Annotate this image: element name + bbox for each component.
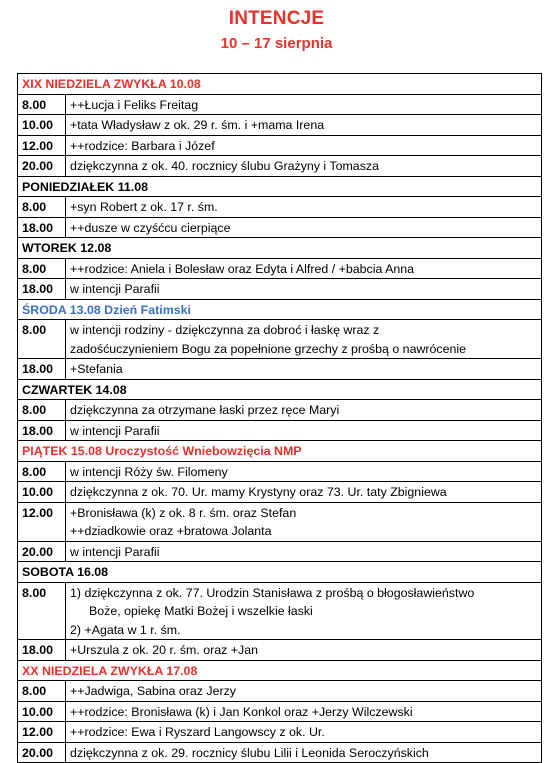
intention-line: zadośćuczynieniem Bogu za popełnione grzechy z prośbą o nawrócenie xyxy=(70,341,467,356)
mass-time: 10.00 xyxy=(18,482,66,503)
day-header-row xyxy=(18,379,542,400)
intention-text xyxy=(66,681,542,702)
intention-text xyxy=(66,156,542,177)
intention-row xyxy=(18,461,542,482)
intention-line: ++Łucja i Feliks Freitag xyxy=(70,97,199,112)
mass-time: 8.00 xyxy=(18,461,66,482)
day-header: PONIEDZIAŁEK 11.08 xyxy=(18,176,542,197)
intention-text xyxy=(66,482,542,503)
intention-line: 2) +Agata w 1 r. śm. xyxy=(70,622,181,637)
day-header: SOBOTA 16.08 xyxy=(18,562,542,583)
intention-line: +tata Władysław z ok. 29 r. śm. i +mama Irena xyxy=(70,118,325,132)
mass-time: 8.00 xyxy=(18,94,66,115)
mass-time: 18.00 xyxy=(18,420,66,441)
intentions-table xyxy=(17,73,542,763)
intention-row xyxy=(18,582,542,640)
intention-line: dziękczynna za otrzymane łaski przez ręce Maryi xyxy=(70,403,340,417)
intention-line: ++rodzice: Bronisława (k) i Jan Konkol oraz +Jerzy Wilczewski xyxy=(70,704,413,719)
mass-time: 20.00 xyxy=(18,742,66,763)
day-header-row xyxy=(18,74,542,95)
intention-row xyxy=(18,320,542,359)
intention-text xyxy=(66,541,542,562)
mass-time: 18.00 xyxy=(18,217,66,238)
intention-row xyxy=(18,502,542,541)
intention-text xyxy=(66,258,542,279)
intention-line: w intencji Parafii xyxy=(70,423,160,438)
intention-row xyxy=(18,482,542,503)
intention-row xyxy=(18,217,542,238)
intention-row xyxy=(18,359,542,380)
intention-line: dziękczynna z ok. 70. Ur. mamy Krystyny oraz 73. Ur. taty Zbigniewa xyxy=(70,485,447,499)
page-subtitle: 10 – 17 sierpnia xyxy=(220,35,333,52)
intention-text xyxy=(66,420,542,441)
intention-line: Boże, opiekę Matki Bożej i wszelkie łaski xyxy=(89,604,313,618)
mass-time: 18.00 xyxy=(18,279,66,300)
intention-text xyxy=(66,461,542,482)
intention-row xyxy=(18,135,542,156)
mass-time: 12.00 xyxy=(18,722,66,743)
intention-row xyxy=(18,400,542,421)
mass-time: 10.00 xyxy=(18,115,66,136)
intention-text xyxy=(66,320,542,359)
mass-time: 18.00 xyxy=(18,640,66,661)
intention-text xyxy=(66,197,542,218)
intention-line: w intencji Parafii xyxy=(70,282,160,296)
intention-text xyxy=(66,701,542,722)
intention-line: +Stefania xyxy=(70,362,123,376)
intention-text xyxy=(66,359,542,380)
intention-text xyxy=(66,582,542,640)
mass-time: 12.00 xyxy=(18,502,66,541)
mass-time: 8.00 xyxy=(18,400,66,421)
mass-time: 20.00 xyxy=(18,156,66,177)
intention-text xyxy=(66,742,542,763)
intention-line: +Urszula z ok. 20 r. śm. oraz +Jan xyxy=(70,643,259,657)
intention-text xyxy=(66,115,542,136)
day-header-row xyxy=(18,299,542,320)
intention-line: +syn Robert z ok. 17 r. śm. xyxy=(70,200,218,214)
page-header xyxy=(0,8,553,54)
day-header-row xyxy=(18,441,542,462)
intention-line: w intencji Parafii xyxy=(70,544,160,559)
intention-text xyxy=(66,217,542,238)
day-header-row xyxy=(18,176,542,197)
day-header-row xyxy=(18,238,542,259)
mass-time: 20.00 xyxy=(18,541,66,562)
intention-line: ++dusze w czyśćcu cierpiące xyxy=(70,220,231,235)
intention-line: w intencji Róży św. Filomeny xyxy=(70,464,228,479)
day-header-row xyxy=(18,562,542,583)
intention-row xyxy=(18,541,542,562)
mass-time: 8.00 xyxy=(18,582,66,640)
intention-row xyxy=(18,640,542,661)
intention-row xyxy=(18,420,542,441)
mass-time: 8.00 xyxy=(18,258,66,279)
intention-text xyxy=(66,400,542,421)
mass-time: 8.00 xyxy=(18,320,66,359)
intention-text xyxy=(66,135,542,156)
day-header: WTOREK 12.08 xyxy=(18,238,542,259)
intention-line: w intencji rodziny - dziękczynna za dobroć i łaskę wraz z xyxy=(70,323,380,337)
intention-row xyxy=(18,742,542,763)
intention-text xyxy=(66,722,542,743)
intention-line: 1) dziękczynna z ok. 77. Urodzin Stanisława z prośbą o błogosławieństwo xyxy=(70,585,475,600)
mass-time: 10.00 xyxy=(18,701,66,722)
intention-text xyxy=(66,279,542,300)
day-header-row xyxy=(18,660,542,681)
day-header: XIX NIEDZIELA ZWYKŁA 10.08 xyxy=(18,74,542,95)
intention-row xyxy=(18,94,542,115)
intention-row xyxy=(18,115,542,136)
day-header: XX NIEDZIELA ZWYKŁA 17.08 xyxy=(18,660,542,681)
intention-row xyxy=(18,258,542,279)
intention-line: dziękczynna z ok. 29. rocznicy ślubu Lilii i Leonida Seroczyńskich xyxy=(70,745,429,760)
intention-text xyxy=(66,502,542,541)
intention-row xyxy=(18,681,542,702)
intention-text xyxy=(66,94,542,115)
day-header: ŚRODA 13.08 Dzień Fatimski xyxy=(18,299,542,320)
mass-time: 12.00 xyxy=(18,135,66,156)
day-header: PIĄTEK 15.08 Uroczystość Wniebowzięcia NMP xyxy=(18,441,542,462)
mass-time: 18.00 xyxy=(18,359,66,380)
intention-line: dziękczynna z ok. 40. rocznicy ślubu Grażyny i Tomasza xyxy=(70,159,379,173)
intention-row xyxy=(18,722,542,743)
intention-row xyxy=(18,279,542,300)
intentions-table-body xyxy=(18,74,542,763)
intention-line: ++dziadkowie oraz +bratowa Jolanta xyxy=(70,524,272,538)
mass-time: 8.00 xyxy=(18,197,66,218)
day-header: CZWARTEK 14.08 xyxy=(18,379,542,400)
intention-text xyxy=(66,640,542,661)
intention-row xyxy=(18,197,542,218)
intention-line: ++rodzice: Aniela i Bolesław oraz Edyta i Alfred / +babcia Anna xyxy=(70,261,415,276)
page-title: INTENCJE xyxy=(228,8,325,29)
intention-line: ++rodzice: Barbara i Józef xyxy=(70,138,215,153)
mass-time: 8.00 xyxy=(18,681,66,702)
intention-row xyxy=(18,156,542,177)
intention-line: ++rodzice: Ewa i Ryszard Langowscy z ok. Ur. xyxy=(70,725,325,739)
intention-line: +Bronisława (k) z ok. 8 r. śm. oraz Stefan xyxy=(70,505,297,520)
intention-line: ++Jadwiga, Sabina oraz Jerzy xyxy=(70,684,236,698)
intention-row xyxy=(18,701,542,722)
